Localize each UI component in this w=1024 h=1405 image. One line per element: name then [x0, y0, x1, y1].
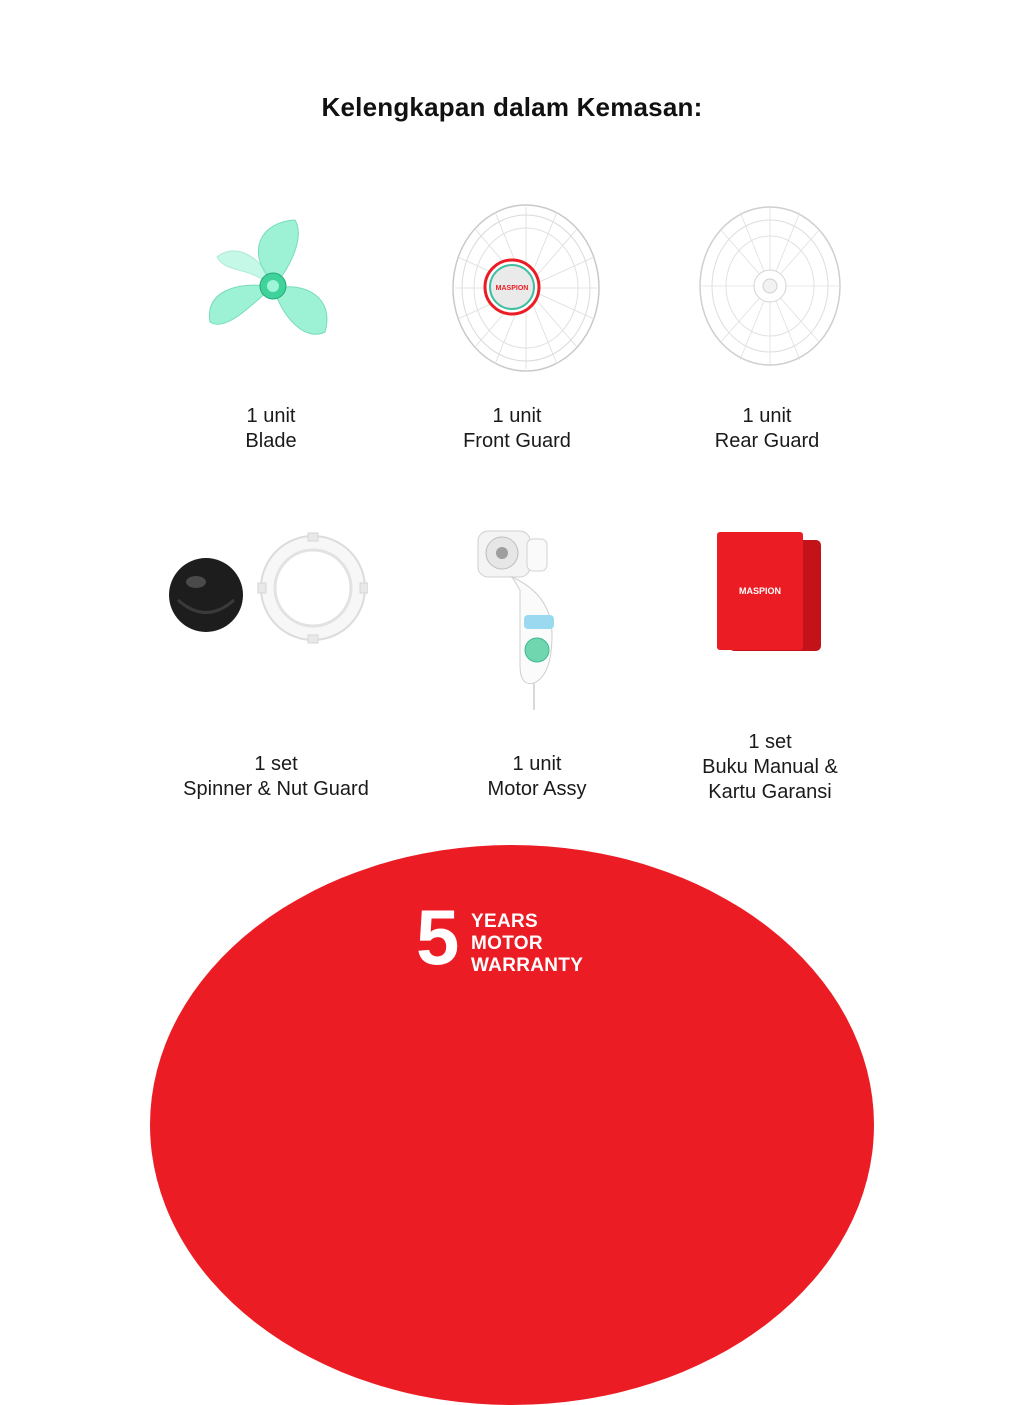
manual-caption: 1 set Buku Manual & Kartu Garansi — [702, 731, 838, 803]
front-guard-icon — [450, 202, 602, 374]
svg-text:MASPION: MASPION — [738, 586, 782, 596]
motor-assy-icon — [472, 515, 572, 710]
svg-text:MASPION: MASPION — [495, 285, 529, 292]
spinner-nut-icon — [168, 530, 368, 650]
warranty-number: 5 — [416, 893, 460, 981]
blade-caption: 1 unit Blade — [245, 405, 297, 452]
spinner-nut-caption: 1 set Spinner & Nut Guard — [183, 753, 369, 800]
manual-book-icon — [715, 530, 825, 654]
motor-assy-caption: 1 unit Motor Assy — [487, 753, 587, 800]
warranty-text: YEARS MOTOR WARRANTY — [471, 911, 584, 976]
fan-blade-icon — [205, 212, 345, 362]
rear-guard-icon — [698, 204, 842, 368]
rear-guard-caption: 1 unit Rear Guard — [714, 405, 820, 452]
page-title: Kelengkapan dalam Kemasan: — [321, 92, 703, 122]
front-guard-caption: 1 unit Front Guard — [463, 405, 571, 452]
warranty-badge — [416, 893, 626, 983]
